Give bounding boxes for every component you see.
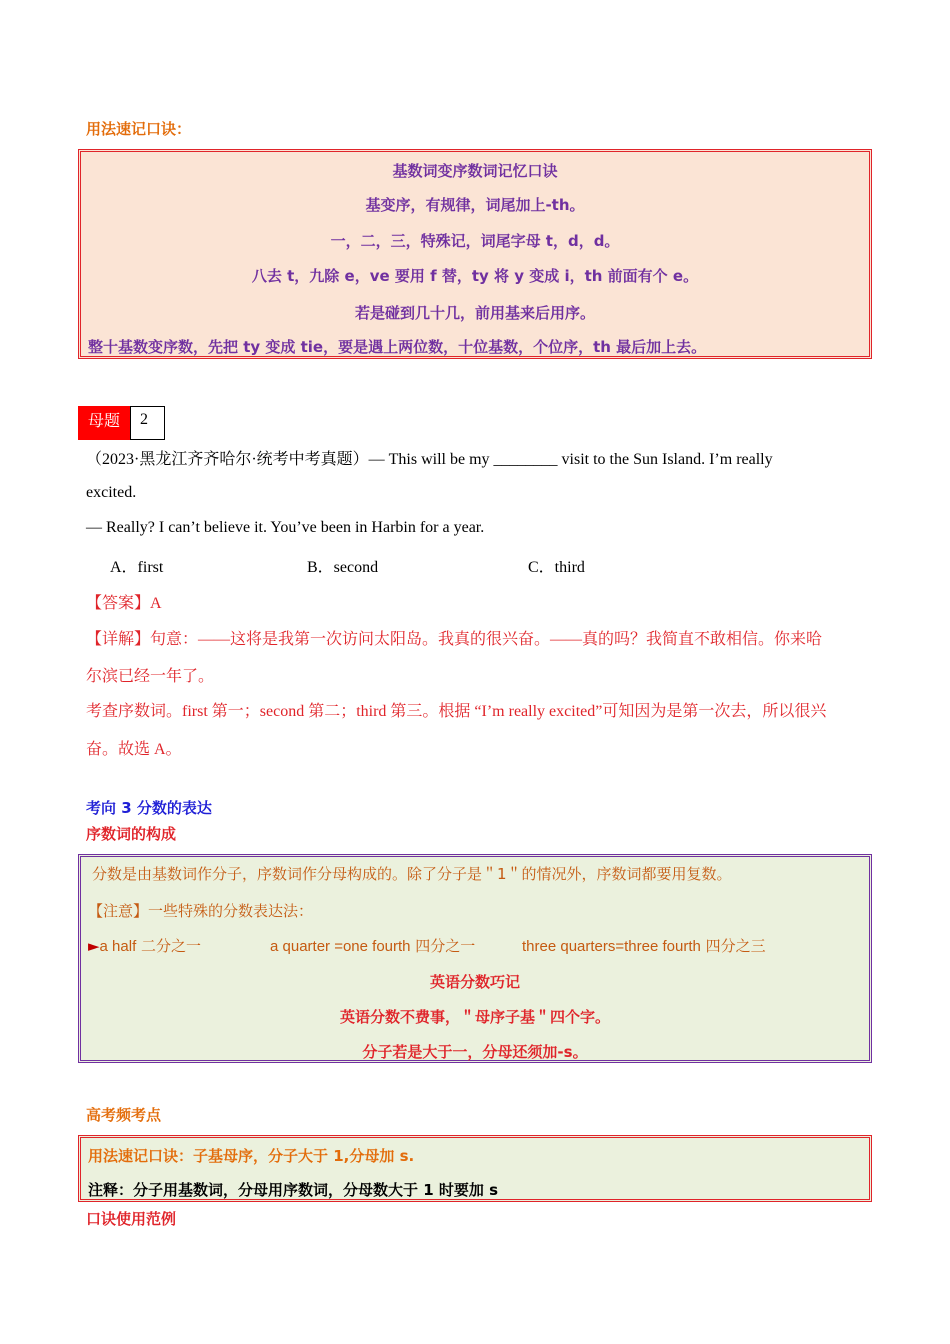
heading-frequent: 高考频考点: [86, 1106, 162, 1124]
heading-mnemonic: 用法速记口诀：: [86, 120, 192, 138]
fraction-rule: 分数是由基数词作分子，序数词作分母构成的。除了分子是＂1＂的情况外，序数词都要用复数。: [92, 865, 732, 883]
mnemonic-line: 基变序，有规律，词尾加上-th。: [365, 196, 585, 214]
explanation-line: 【详解】句意：——这将是我第一次访问太阳岛。我真的很兴奋。——真的吗？我简直不敢相信。你来哈: [86, 631, 823, 648]
mnemonic-box: [78, 149, 872, 359]
mnemonic-line: 一，二，三，特殊记，词尾字母 t，d，d。: [330, 232, 620, 250]
bullet-icon: ►: [88, 937, 100, 955]
fraction-box: [78, 854, 872, 1063]
explanation-line: 尔滨已经一年了。: [86, 668, 215, 685]
question-line: — Really? I can’t believe it. You’ve been in Harbin for a year.: [86, 519, 485, 536]
rhyme-line: 英语分数不费事，＂母序子基＂四个字。: [339, 1008, 610, 1026]
fraction-example-3: [522, 935, 766, 956]
example-cn: 四分之一: [410, 937, 476, 955]
question-line: （2023·黑龙江齐齐哈尔·统考中考真题）— This will be my ________ visit to the Sun Island. I’m really: [86, 451, 773, 468]
fraction-example-1: [88, 935, 201, 956]
question-line: excited.: [86, 484, 137, 501]
section-subtitle: 序数词的构成: [86, 825, 177, 843]
mnemonic-line: 八去 t，九除 e，ve 要用 f 替，ty 将 y 变成 i，th 前面有个 e。: [251, 267, 699, 285]
answer: 【答案】A: [86, 595, 162, 612]
explanation-line: 考查序数词。first 第一；second 第二；third 第三。根据 “I’m really excited”可知因为是第一次去，所以很兴: [86, 703, 827, 720]
mnemonic-line: 若是碰到几十几，前用基来后用序。: [354, 304, 595, 322]
section-title: 考向 3 分数的表达: [86, 799, 212, 817]
example-en: a quarter =one fourth: [270, 938, 411, 955]
question-number: 2: [130, 406, 165, 440]
rhyme-title: 英语分数巧记: [429, 973, 520, 991]
option-b: B．second: [307, 559, 379, 576]
mnemonic-title: 基数词变序数词记忆口诀: [392, 162, 558, 180]
rule-note: 注释：分子用基数词，分母用序数词，分母数大于 1 时要加 s: [88, 1181, 499, 1199]
question-tag: 母题: [78, 406, 130, 440]
option-c: C．third: [528, 559, 585, 576]
option-a: A．first: [110, 559, 164, 576]
rule-line: 用法速记口诀：子基母序，分子大于 1,分母加 s.: [88, 1147, 415, 1165]
heading-example: 口诀使用范例: [86, 1210, 177, 1228]
rule-box: [78, 1135, 872, 1202]
example-en: a half: [99, 938, 137, 955]
explanation-line: 奋。故选 A。: [86, 741, 182, 758]
mnemonic-line: 整十基数变序数，先把 ty 变成 tie，要是遇上两位数，十位基数，个位序，th 最后加上去。: [88, 338, 707, 356]
example-cn: 四分之三: [700, 937, 766, 955]
example-cn: 二分之一: [136, 937, 202, 955]
fraction-note: 【注意】一些特殊的分数表达法：: [88, 902, 314, 920]
example-en: three quarters=three fourth: [522, 938, 701, 955]
fraction-example-2: [270, 935, 475, 956]
rhyme-line: 分子若是大于一，分母还须加-s。: [362, 1043, 588, 1061]
